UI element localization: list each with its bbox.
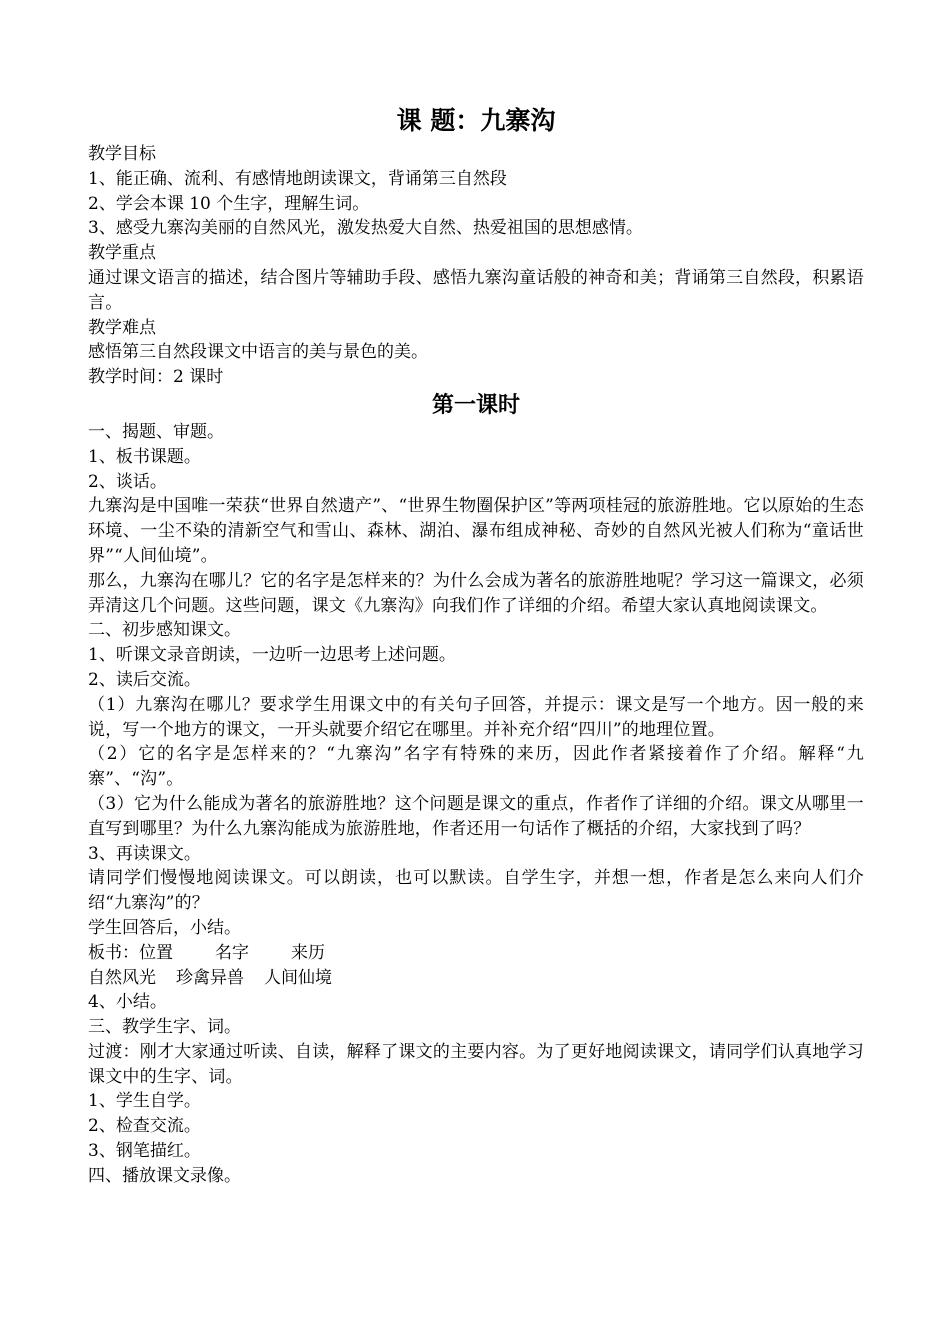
goals-heading: 教学目标 (88, 144, 156, 164)
question-paragraph: 那么，九寨沟在哪儿？它的名字是怎样来的？为什么会成为著名的旅游胜地呢？学习这一篇课文，必须弄清这几个问题。这些问题，课文《九寨沟》向我们作了详细的介绍。希望大家认真地阅读课文。 (88, 570, 864, 616)
list-item: 2、读后交流。 (88, 669, 201, 690)
board-scenery: 自然风光 (88, 967, 156, 988)
list-item: 3、钢笔描红。 (88, 1141, 201, 1162)
section-heading: 一、揭题、审题。 (88, 421, 224, 442)
list-item: 2、谈话。 (88, 471, 167, 492)
summary-line: 学生回答后，小结。 (88, 917, 241, 938)
list-item: 4、小结。 (88, 992, 167, 1013)
document-page (88, 100, 864, 1189)
key-heading: 教学重点 (88, 243, 156, 264)
board-origin: 来历 (291, 942, 325, 963)
reading-paragraph: 请同学们慢慢地阅读课文。可以朗读，也可以默读。自学生字，并想一想，作者是怎么来向人们介绍“九寨沟”的？ (88, 868, 864, 914)
teaching-time: 教学时间：2 课时 (88, 367, 224, 388)
document-title: 课 题：九寨沟 (396, 106, 556, 135)
section-heading: 二、初步感知课文。 (88, 620, 241, 641)
question-item: （1）九寨沟在哪儿？要求学生用课文中的有关句子回答，并提示：课文是写一个地方。因一般的来说，写一个地方的课文，一开头就要介绍它在哪里。并补充介绍“四川”的地理位置。 (88, 694, 864, 740)
list-item: 3、再读课文。 (88, 843, 201, 864)
board-label: 板书：位置 (88, 942, 173, 963)
section-heading: 四、播放课文录像。 (88, 1165, 241, 1186)
board-row-2 (88, 966, 864, 991)
key-text: 通过课文语言的描述，结合图片等辅助手段、感悟九寨沟童话般的神奇和美；背诵第三自然段，积累语言。 (88, 267, 864, 313)
question-item: （3）它为什么能成为著名的旅游胜地？这个问题是课文的重点，作者作了详细的介绍。课文从哪里一直写到哪里？为什么九寨沟能成为旅游胜地，作者还用一句话作了概括的介绍，大家找到了吗？ (88, 793, 864, 839)
board-row-1 (88, 941, 864, 966)
transition-paragraph: 过渡：刚才大家通过听读、自读，解释了课文的主要内容。为了更好地阅读课文，请同学们认真地学习课文中的生字、词。 (88, 1041, 864, 1087)
goal-item: 1、能正确、流利、有感情地朗读课文，背诵第三自然段 (88, 168, 507, 189)
goal-item: 2、学会本课 10 个生字，理解生词。 (88, 193, 370, 214)
lesson-title: 第一课时 (431, 391, 520, 418)
board-name: 名字 (215, 942, 249, 963)
list-item: 1、板书课题。 (88, 446, 201, 467)
list-item: 1、学生自学。 (88, 1091, 201, 1112)
intro-paragraph: 九寨沟是中国唯一荣获“世界自然遗产”、“世界生物圈保护区”等两项桂冠的旅游胜地。它以原始的生态环境、一尘不染的清新空气和雪山、森林、湖泊、瀑布组成神秘、奇妙的自然风光被人们称为“童话世界”“人间仙境”。 (88, 496, 864, 566)
section-heading: 三、教学生字、词。 (88, 1017, 241, 1038)
difficulty-heading: 教学难点 (88, 317, 156, 338)
question-item: （2）它的名字是怎样来的？“九寨沟”名字有特殊的来历，因此作者紧接着作了介绍。解释“九寨”、“沟”。 (88, 744, 864, 790)
list-item: 2、检查交流。 (88, 1116, 201, 1137)
board-paradise: 人间仙境 (264, 967, 332, 988)
difficulty-text: 感悟第三自然段课文中语言的美与景色的美。 (88, 342, 428, 363)
board-animals: 珍禽异兽 (176, 967, 244, 988)
goal-item: 3、感受九寨沟美丽的自然风光，激发热爱大自然、热爱祖国的思想感情。 (88, 218, 643, 239)
list-item: 1、听课文录音朗读，一边听一边思考上述问题。 (88, 645, 456, 666)
